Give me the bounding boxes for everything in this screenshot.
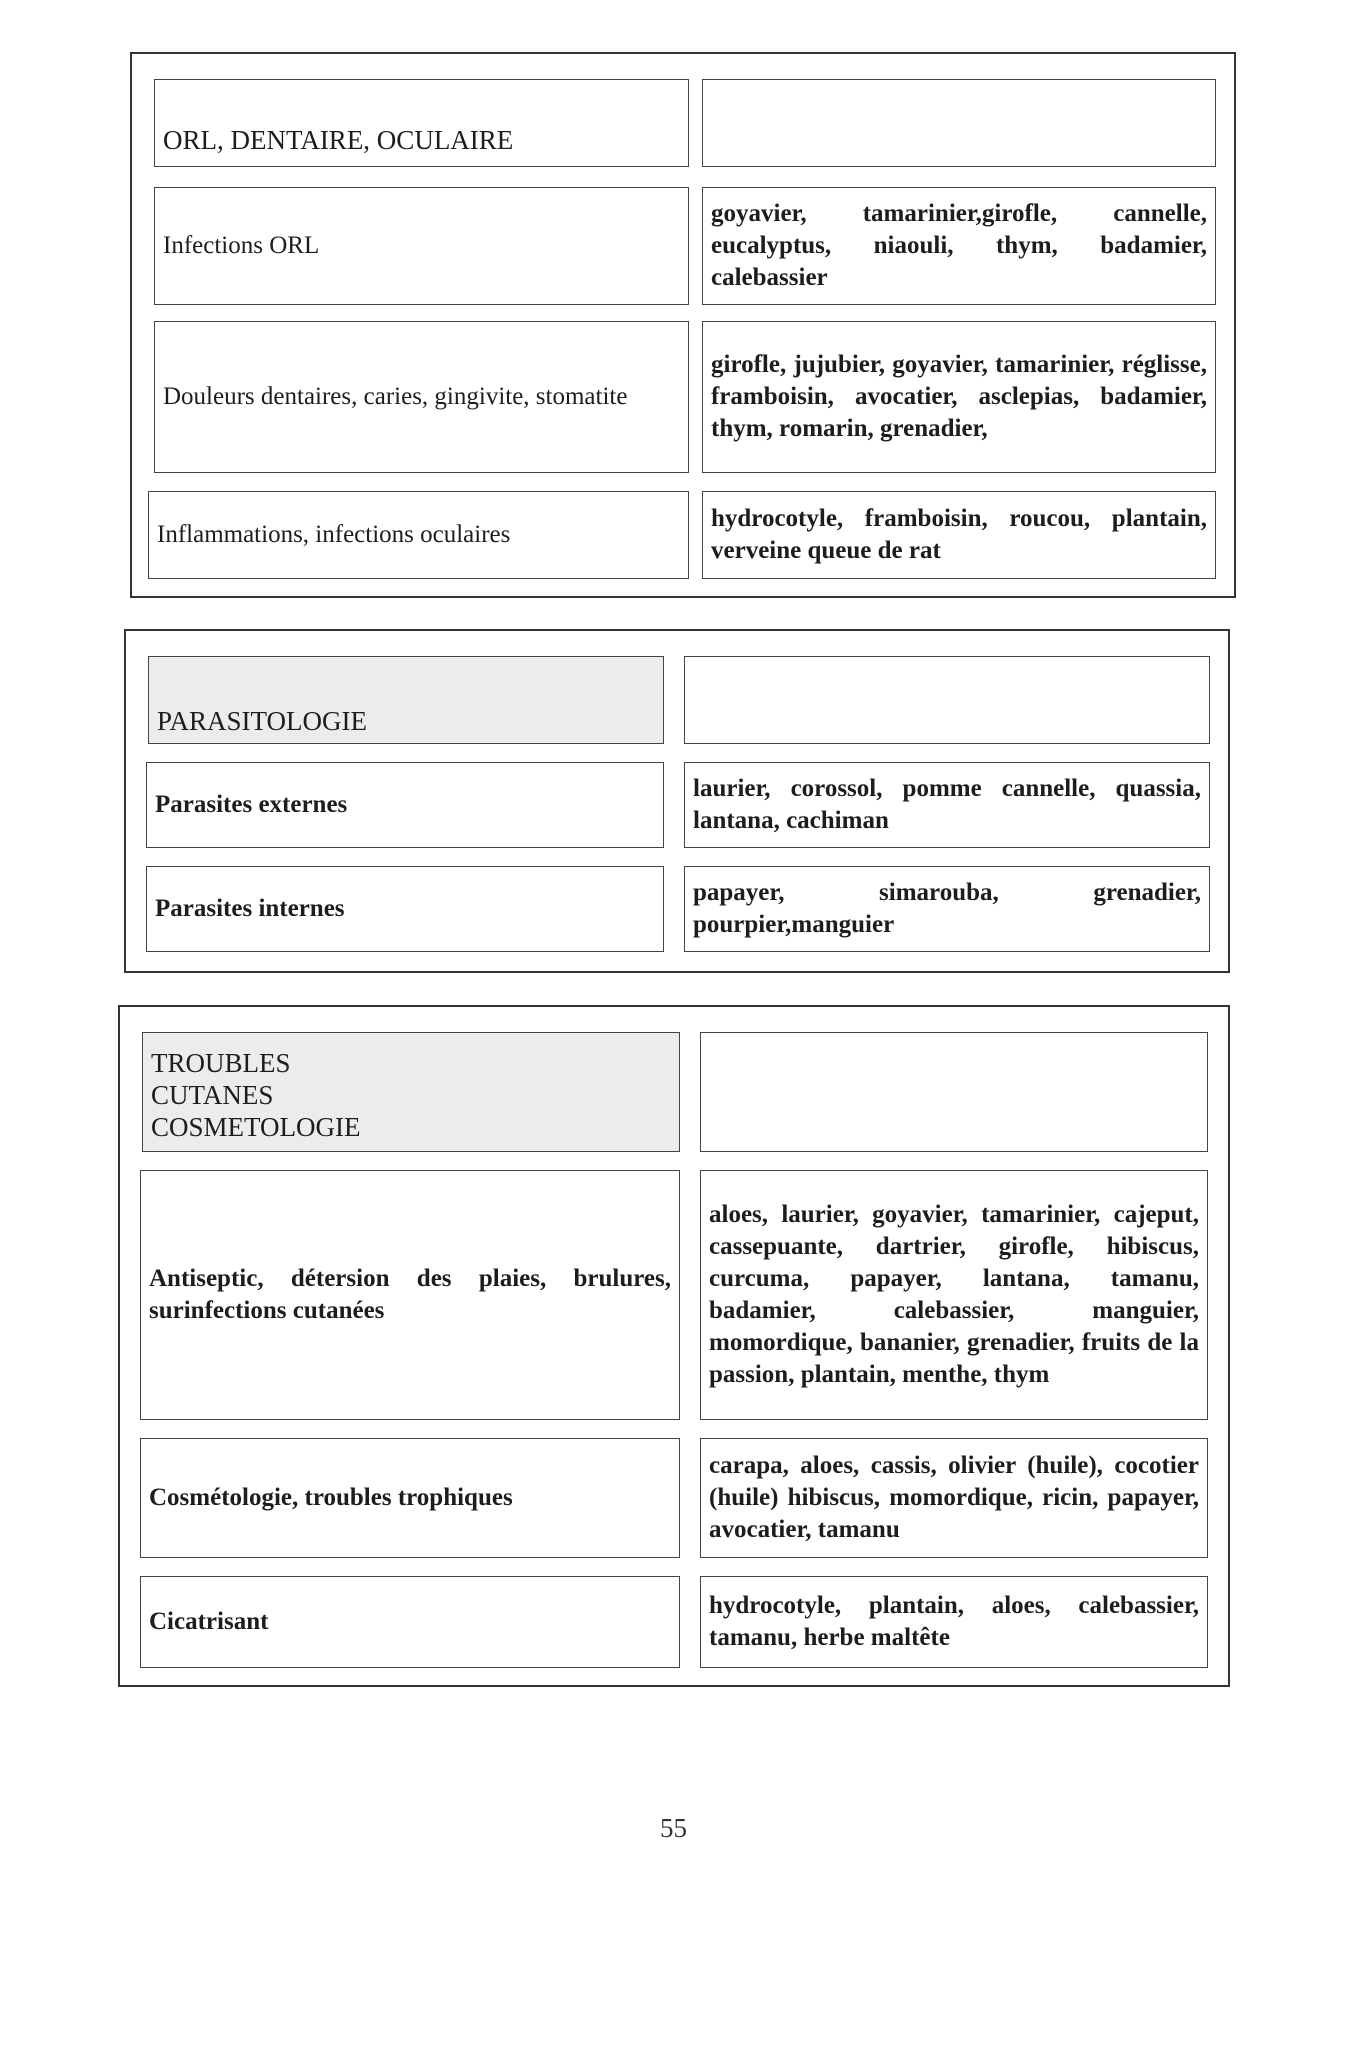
row-plants-inflammations-oculaires: hydrocotyle, framboisin, roucou, plantain, verveine queue de rat	[702, 491, 1216, 579]
section-title	[151, 1047, 671, 1143]
row-plants-antiseptic: aloes, laurier, goyavier, tamarinier, cajeput, cassepuante, dartrier, girofle, hibiscus, curcuma, papayer, lantana, tamanu, badamier, calebassier, manguier, momordique, bananier, grenadier, fruits de la passion, plantain, menthe, thym	[700, 1170, 1208, 1420]
row-label-parasites-externes: Parasites externes	[146, 762, 664, 848]
section-parasitologie	[124, 629, 1230, 973]
section-header-right-empty	[702, 79, 1216, 167]
row-plants-douleurs-dentaires: girofle, jujubier, goyavier, tamarinier, réglisse, framboisin, avocatier, asclepias, badamier, thym, romarin, grenadier,	[702, 321, 1216, 473]
row-label-douleurs-dentaires: Douleurs dentaires, caries, gingivite, stomatite	[154, 321, 689, 473]
row-plants-parasites-externes: laurier, corossol, pomme cannelle, quassia, lantana, cachiman	[684, 762, 1210, 848]
section-troubles-cutanes	[118, 1005, 1230, 1687]
row-label-parasites-internes: Parasites internes	[146, 866, 664, 952]
section-title: PARASITOLOGIE	[157, 706, 368, 736]
section-header-right-empty	[700, 1032, 1208, 1152]
row-label-antiseptic: Antiseptic, détersion des plaies, brulures, surinfections cutanées	[140, 1170, 680, 1420]
section-header-orl	[154, 79, 689, 167]
row-plants-parasites-internes: papayer, simarouba, grenadier, pourpier,manguier	[684, 866, 1210, 952]
row-label-cosmetologie: Cosmétologie, troubles trophiques	[140, 1438, 680, 1558]
row-label-cicatrisant: Cicatrisant	[140, 1576, 680, 1668]
section-title-line-1: TROUBLES CUTANES	[151, 1048, 291, 1110]
row-plants-infections-orl: goyavier, tamarinier,girofle, cannelle, eucalyptus, niaouli, thym, badamier, calebassier	[702, 187, 1216, 305]
page-number: 55	[660, 1813, 687, 1843]
section-title-line-2: COSMETOLOGIE	[151, 1112, 361, 1142]
section-orl-dentaire-oculaire	[130, 52, 1236, 598]
section-header-right-empty	[684, 656, 1210, 744]
section-header-troubles-cutanes	[142, 1032, 680, 1152]
row-label-inflammations-oculaires: Inflammations, infections oculaires	[148, 491, 689, 579]
section-title: ORL, DENTAIRE, OCULAIRE	[163, 125, 514, 155]
row-plants-cicatrisant: hydrocotyle, plantain, aloes, calebassier, tamanu, herbe maltête	[700, 1576, 1208, 1668]
row-label-infections-orl: Infections ORL	[154, 187, 689, 305]
row-plants-cosmetologie: carapa, aloes, cassis, olivier (huile), cocotier (huile) hibiscus, momordique, ricin, papayer, avocatier, tamanu	[700, 1438, 1208, 1558]
section-header-parasitologie	[148, 656, 664, 744]
